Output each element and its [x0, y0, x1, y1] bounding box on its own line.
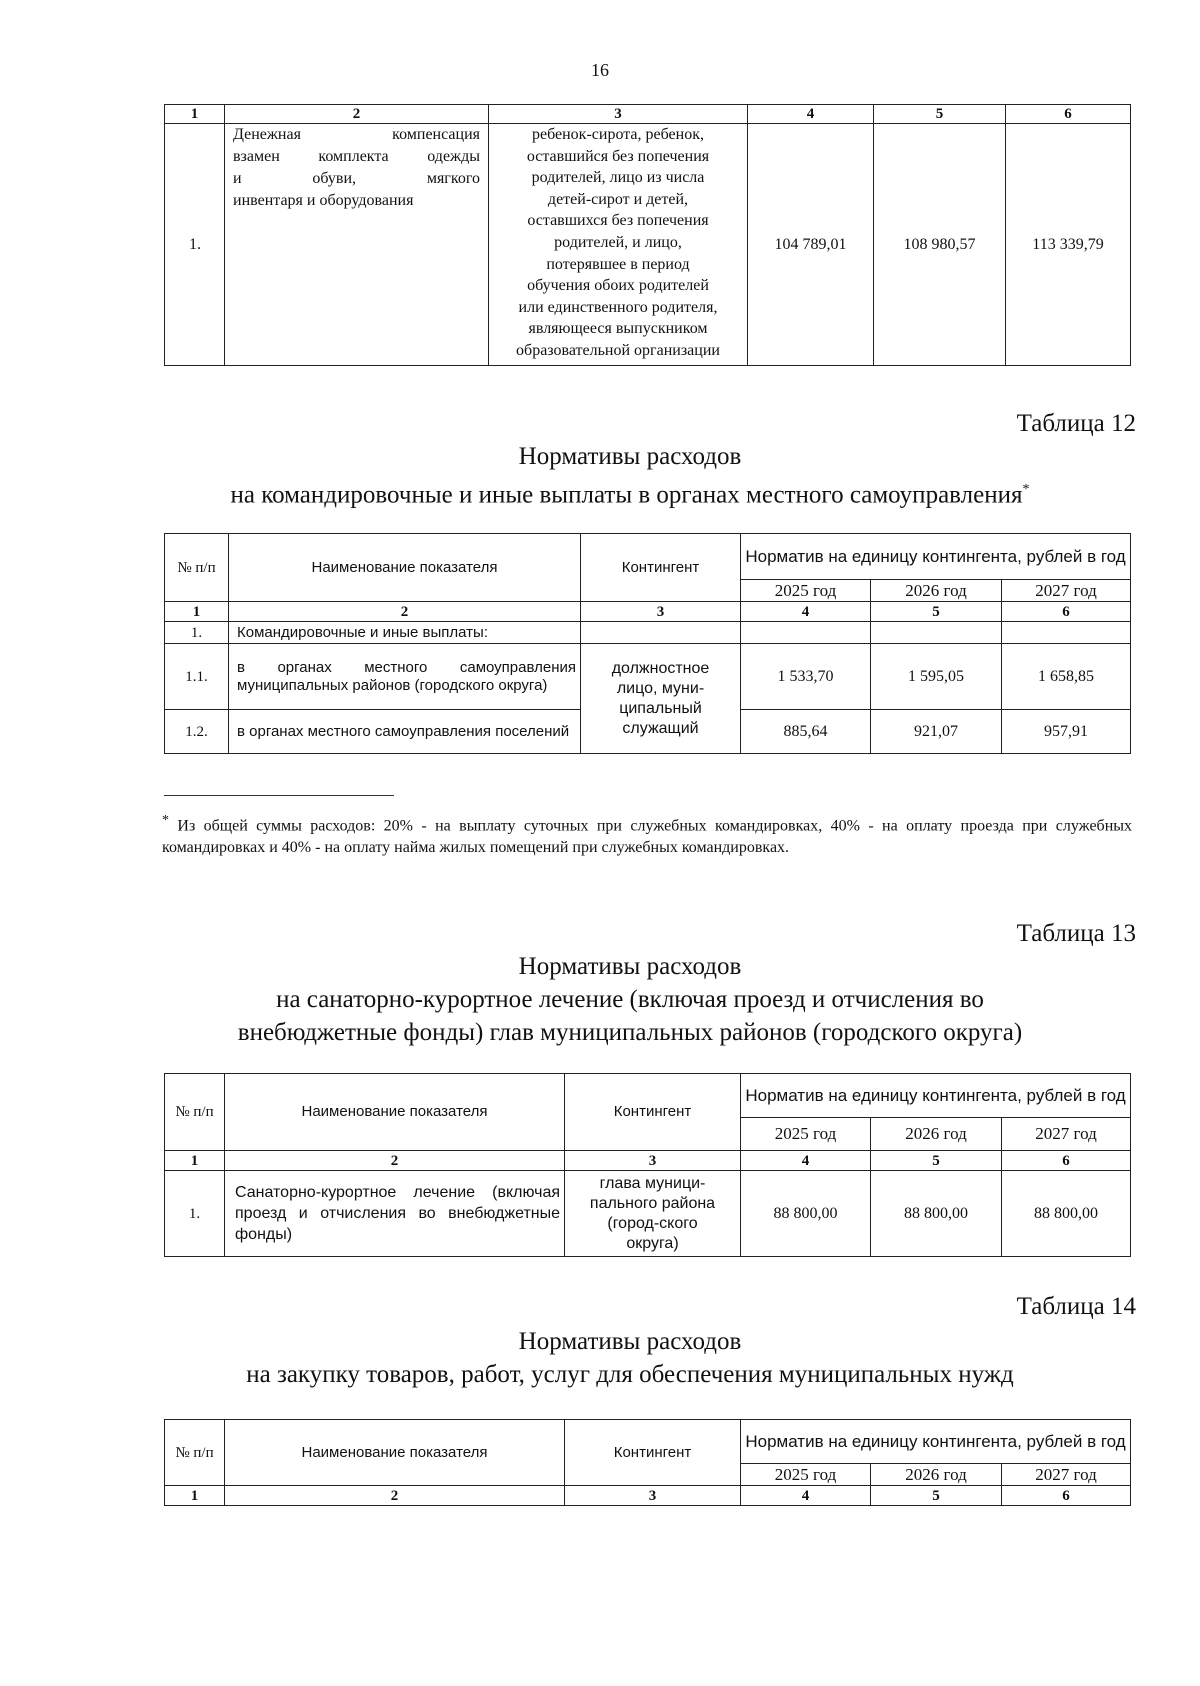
header-norm: Норматив на единицу контингента, рублей в год [741, 1420, 1131, 1464]
table13-title [120, 950, 1140, 1049]
col-num: 6 [1002, 602, 1131, 622]
header-2025: 2025 год [741, 1118, 871, 1151]
value-2026: 921,07 [871, 710, 1002, 754]
column-number-row [165, 105, 1131, 124]
col-num: 1 [165, 1151, 225, 1171]
col-num: 4 [741, 602, 871, 622]
value-2027: 113 339,79 [1006, 124, 1131, 366]
col-num: 3 [489, 105, 748, 124]
row-number: 1.2. [165, 710, 229, 754]
contingent-line: образовательной организации [516, 341, 720, 359]
footnote [162, 810, 1132, 859]
value-2026: 88 800,00 [871, 1171, 1002, 1257]
table14-subtitle: на закупку товаров, работ, услуг для обеспечения муниципальных нужд [246, 1361, 1014, 1388]
footnote-mark: * [162, 813, 169, 828]
contingent [489, 124, 748, 366]
col-num: 3 [565, 1151, 741, 1171]
value-2025: 885,64 [741, 710, 871, 754]
name-line: и обуви, мягкого [233, 170, 480, 187]
value-2027: 957,91 [1002, 710, 1131, 754]
contingent-line: оставшихся без попечения [527, 212, 709, 230]
empty-cell [581, 622, 741, 644]
col-num: 6 [1002, 1486, 1131, 1506]
row-number: 1. [165, 1171, 225, 1257]
col-num: 1 [165, 1486, 225, 1506]
table12-title [120, 440, 1140, 511]
empty-cell [741, 622, 871, 644]
row-number: 1.1. [165, 644, 229, 710]
col-num: 3 [581, 602, 741, 622]
header-contingent: Контингент [565, 1074, 741, 1151]
indicator-name: в органах местного самоуправления поселений [229, 710, 581, 754]
header-name: Наименование показателя [229, 534, 581, 602]
table14-caption: Таблица 14 [1016, 1293, 1136, 1320]
value-2025: 104 789,01 [748, 124, 874, 366]
col-num: 5 [874, 105, 1006, 124]
header-2026: 2026 год [871, 580, 1002, 602]
contingent-line: являющееся выпускником [528, 320, 708, 338]
table14 [164, 1419, 1131, 1506]
contingent-line: обучения обоих родителей [527, 277, 709, 295]
table13 [164, 1073, 1131, 1257]
indicator-name: Санаторно-курортное лечение (включая проезд и отчисления во внебюджетные фонды) [225, 1171, 565, 1257]
footnote-text: Из общей суммы расходов: 20% - на выплату суточных при служебных командировках, 40% - на оплату проезда при служебных командировках и 40% - на оплату найма жилых помещений при служебных командировках. [162, 817, 1133, 857]
name-line: взамен комплекта одежды [233, 148, 480, 165]
col-num: 6 [1006, 105, 1131, 124]
table13-caption: Таблица 13 [1016, 920, 1136, 947]
header-num: № п/п [165, 534, 229, 602]
col-num: 2 [225, 105, 489, 124]
footnote-mark: * [1022, 482, 1030, 497]
contingent-line: родителей, и лицо, [554, 233, 682, 251]
col-num: 1 [165, 105, 225, 124]
header-2027: 2027 год [1002, 1464, 1131, 1486]
empty-cell [871, 622, 1002, 644]
name-line: Денежная компенсация [233, 126, 480, 143]
col-num: 5 [871, 602, 1002, 622]
value-2026: 108 980,57 [874, 124, 1006, 366]
table12-subtitle-text: на командировочные и иные выплаты в органах местного самоуправления [230, 481, 1023, 509]
col-num: 2 [225, 1151, 565, 1171]
table14-title-line: Нормативы расходов [518, 1328, 742, 1355]
top-table [164, 104, 1131, 366]
table12-title-line: Нормативы расходов [518, 443, 742, 470]
empty-cell [1002, 622, 1131, 644]
contingent-line: детей-сирот и детей, [547, 190, 689, 208]
contingent-line: родителей, лицо из числа [531, 169, 705, 187]
value-2026: 1 595,05 [871, 644, 1002, 710]
name-line: инвентаря и оборудования [233, 192, 414, 209]
col-num: 3 [565, 1486, 741, 1506]
table14-title [120, 1325, 1140, 1391]
footnote-divider [164, 795, 394, 796]
row-number: 1. [165, 622, 229, 644]
table13-title-line: Нормативы расходов [518, 953, 742, 980]
header-2026: 2026 год [871, 1118, 1002, 1151]
header-2025: 2025 год [741, 1464, 871, 1486]
contingent-line: ребенок-сирота, ребенок, [531, 126, 704, 143]
header-2027: 2027 год [1002, 580, 1131, 602]
col-num: 4 [741, 1151, 871, 1171]
value-2025: 1 533,70 [741, 644, 871, 710]
contingent-line: потерявшее в период [546, 255, 690, 273]
col-num: 4 [748, 105, 874, 124]
header-contingent: Контингент [565, 1420, 741, 1486]
header-num: № п/п [165, 1074, 225, 1151]
table-row [165, 124, 1131, 366]
header-2027: 2027 год [1002, 1118, 1131, 1151]
value-2027: 1 658,85 [1002, 644, 1131, 710]
indicator-name [225, 124, 489, 366]
header-contingent: Контингент [581, 534, 741, 602]
value-2025: 88 800,00 [741, 1171, 871, 1257]
header-name: Наименование показателя [225, 1420, 565, 1486]
contingent-line: оставшийся без попечения [526, 147, 710, 165]
page-number: 16 [591, 60, 609, 80]
col-num: 1 [165, 602, 229, 622]
header-num: № п/п [165, 1420, 225, 1486]
header-norm: Норматив на единицу контингента, рублей в год [741, 534, 1131, 580]
header-2025: 2025 год [741, 580, 871, 602]
col-num: 4 [741, 1486, 871, 1506]
col-num: 2 [225, 1486, 565, 1506]
table13-subtitle-line: на санаторно-курортное лечение (включая проезд и отчисления во [276, 986, 984, 1013]
col-num: 5 [871, 1151, 1002, 1171]
table12-caption: Таблица 12 [1016, 410, 1136, 437]
contingent-line: или единственного родителя, [518, 298, 718, 316]
header-2026: 2026 год [871, 1464, 1002, 1486]
table12 [164, 533, 1131, 754]
header-name: Наименование показателя [225, 1074, 565, 1151]
row-number: 1. [165, 124, 225, 366]
indicator-name: в органах местного самоуправления муниципальных районов (городского округа) [229, 644, 581, 710]
col-num: 5 [871, 1486, 1002, 1506]
contingent: глава муници-пального района (город-ского округа) [565, 1171, 741, 1257]
col-num: 2 [229, 602, 581, 622]
header-norm: Норматив на единицу контингента, рублей в год [741, 1074, 1131, 1118]
group-name: Командировочные и иные выплаты: [229, 622, 581, 644]
contingent: должностное лицо, муни-ципальный служащий [581, 644, 741, 754]
col-num: 6 [1002, 1151, 1131, 1171]
value-2027: 88 800,00 [1002, 1171, 1131, 1257]
table12-subtitle [120, 473, 1140, 511]
table13-subtitle-line: внебюджетные фонды) глав муниципальных районов (городского округа) [237, 1019, 1023, 1046]
